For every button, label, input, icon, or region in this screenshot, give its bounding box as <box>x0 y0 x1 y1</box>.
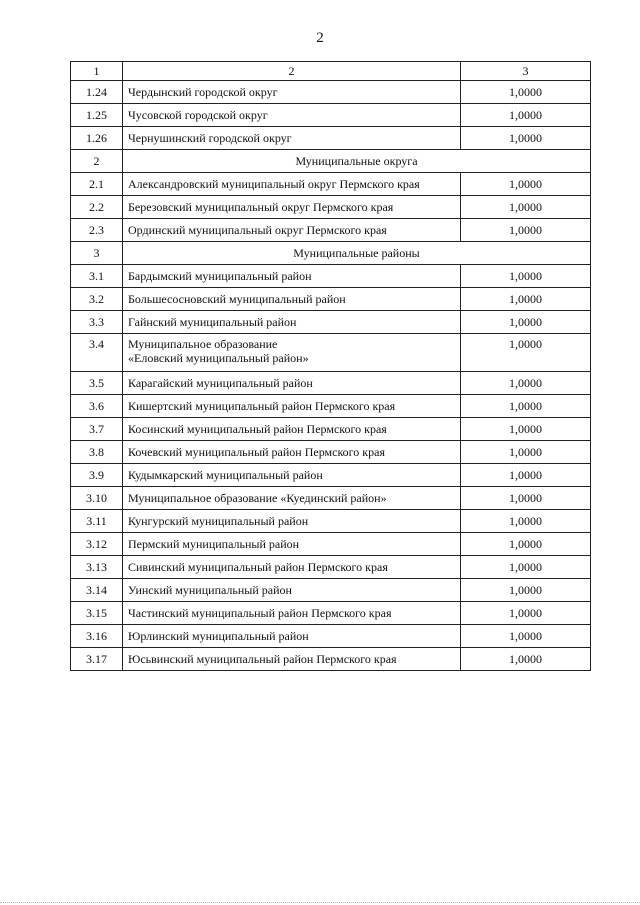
row-name: Кудымкарский муниципальный район <box>123 464 461 487</box>
row-name: Большесосновский муниципальный район <box>123 288 461 311</box>
row-value: 1,0000 <box>461 265 591 288</box>
row-name: Александровский муниципальный округ Пермского края <box>123 173 461 196</box>
row-value: 1,0000 <box>461 219 591 242</box>
row-number: 3.7 <box>71 418 123 441</box>
section-row <box>71 150 591 173</box>
table-row <box>71 579 591 602</box>
row-value: 1,0000 <box>461 464 591 487</box>
row-value: 1,0000 <box>461 372 591 395</box>
row-number: 2.2 <box>71 196 123 219</box>
scan-edge-divider <box>0 901 640 903</box>
row-number: 3.5 <box>71 372 123 395</box>
column-header: 2 <box>123 62 461 81</box>
row-value: 1,0000 <box>461 127 591 150</box>
table-row <box>71 219 591 242</box>
row-value: 1,0000 <box>461 648 591 671</box>
table-row <box>71 441 591 464</box>
row-name-line: Муниципальное образование <box>128 337 278 351</box>
row-number: 3.2 <box>71 288 123 311</box>
section-title: Муниципальные районы <box>123 242 591 265</box>
row-name: Ординский муниципальный округ Пермского края <box>123 219 461 242</box>
coefficients-table <box>70 61 591 671</box>
row-number: 3.8 <box>71 441 123 464</box>
row-number: 3.10 <box>71 487 123 510</box>
table-row <box>71 648 591 671</box>
row-number: 3.3 <box>71 311 123 334</box>
row-value: 1,0000 <box>461 441 591 464</box>
row-name: Чусовской городской округ <box>123 104 461 127</box>
table-row <box>71 196 591 219</box>
row-value: 1,0000 <box>461 311 591 334</box>
row-number: 3 <box>71 242 123 265</box>
row-value: 1,0000 <box>461 556 591 579</box>
row-number: 1.25 <box>71 104 123 127</box>
table-row <box>71 395 591 418</box>
row-value: 1,0000 <box>461 81 591 104</box>
row-name <box>123 334 461 372</box>
table-header-row <box>71 62 591 81</box>
table-row <box>71 602 591 625</box>
table-row <box>71 533 591 556</box>
row-value: 1,0000 <box>461 418 591 441</box>
row-value: 1,0000 <box>461 288 591 311</box>
table-row <box>71 464 591 487</box>
row-value: 1,0000 <box>461 533 591 556</box>
row-name: Юсьвинский муниципальный район Пермского края <box>123 648 461 671</box>
row-name: Кунгурский муниципальный район <box>123 510 461 533</box>
table-row <box>71 372 591 395</box>
page-number: 2 <box>316 30 324 46</box>
table-row <box>71 556 591 579</box>
row-name-line: «Еловский муниципальный район» <box>128 351 309 365</box>
table-row <box>71 81 591 104</box>
row-name: Кишертский муниципальный район Пермского края <box>123 395 461 418</box>
row-number: 3.14 <box>71 579 123 602</box>
row-name: Чернушинский городской округ <box>123 127 461 150</box>
table-row <box>71 311 591 334</box>
row-name: Чердынский городской округ <box>123 81 461 104</box>
row-number: 3.4 <box>71 334 123 372</box>
row-number: 3.16 <box>71 625 123 648</box>
row-value: 1,0000 <box>461 196 591 219</box>
column-header: 3 <box>461 62 591 81</box>
row-number: 2.1 <box>71 173 123 196</box>
column-header: 1 <box>71 62 123 81</box>
table-row <box>71 265 591 288</box>
row-number: 1.24 <box>71 81 123 104</box>
row-value: 1,0000 <box>461 395 591 418</box>
row-value: 1,0000 <box>461 625 591 648</box>
row-number: 2.3 <box>71 219 123 242</box>
row-name: Пермский муниципальный район <box>123 533 461 556</box>
row-number: 3.11 <box>71 510 123 533</box>
row-value: 1,0000 <box>461 487 591 510</box>
row-name: Березовский муниципальный округ Пермского края <box>123 196 461 219</box>
row-value: 1,0000 <box>461 104 591 127</box>
row-name: Карагайский муниципальный район <box>123 372 461 395</box>
row-number: 3.13 <box>71 556 123 579</box>
row-number: 3.17 <box>71 648 123 671</box>
row-name: Частинский муниципальный район Пермского края <box>123 602 461 625</box>
row-name: Сивинский муниципальный район Пермского края <box>123 556 461 579</box>
table-row <box>71 173 591 196</box>
table-row <box>71 625 591 648</box>
row-number: 1.26 <box>71 127 123 150</box>
section-title: Муниципальные округа <box>123 150 591 173</box>
row-number: 2 <box>71 150 123 173</box>
row-value: 1,0000 <box>461 579 591 602</box>
row-value: 1,0000 <box>461 602 591 625</box>
row-name: Кочевский муниципальный район Пермского края <box>123 441 461 464</box>
row-name: Косинский муниципальный район Пермского края <box>123 418 461 441</box>
row-value: 1,0000 <box>461 510 591 533</box>
section-row <box>71 242 591 265</box>
row-number: 3.12 <box>71 533 123 556</box>
row-name: Гайнский муниципальный район <box>123 311 461 334</box>
table-row <box>71 510 591 533</box>
table-row <box>71 288 591 311</box>
table-row <box>71 104 591 127</box>
row-number: 3.6 <box>71 395 123 418</box>
row-name: Уинский муниципальный район <box>123 579 461 602</box>
table-row <box>71 334 591 372</box>
row-value: 1,0000 <box>461 334 591 372</box>
row-number: 3.15 <box>71 602 123 625</box>
row-name: Бардымский муниципальный район <box>123 265 461 288</box>
table-body <box>71 62 591 671</box>
row-name: Юрлинский муниципальный район <box>123 625 461 648</box>
table-row <box>71 127 591 150</box>
row-name: Муниципальное образование «Куединский район» <box>123 487 461 510</box>
row-number: 3.9 <box>71 464 123 487</box>
row-value: 1,0000 <box>461 173 591 196</box>
table-row <box>71 418 591 441</box>
row-number: 3.1 <box>71 265 123 288</box>
table-row <box>71 487 591 510</box>
